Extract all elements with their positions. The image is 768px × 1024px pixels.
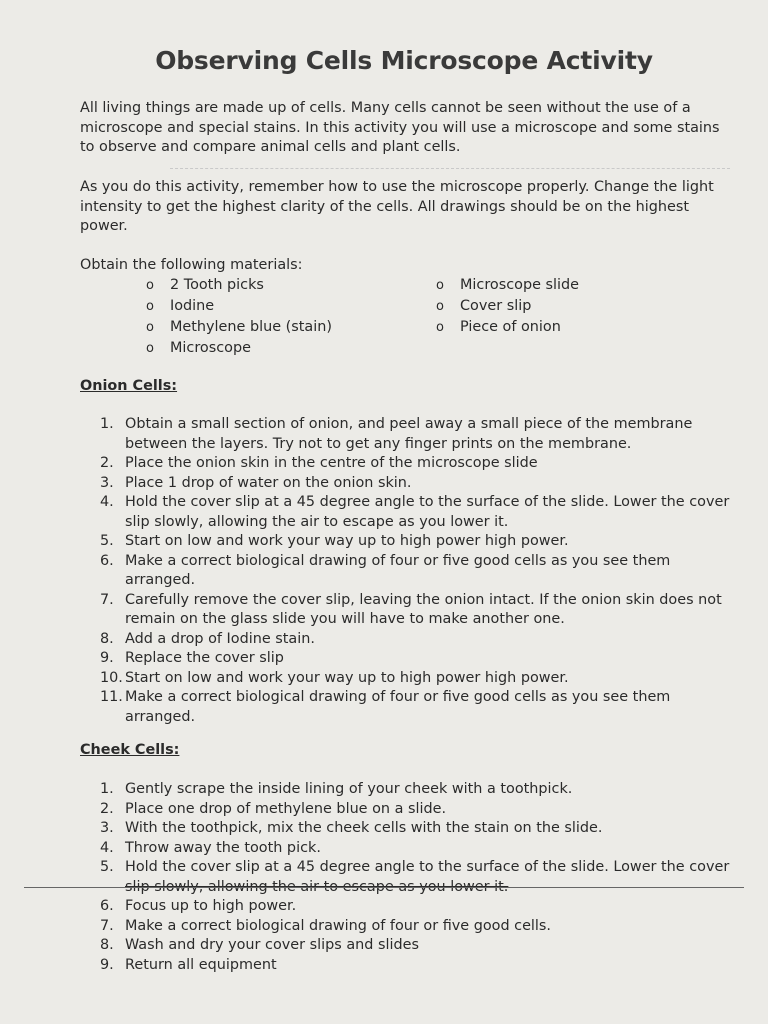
step-text: Place the onion skin in the centre of the microscope slide xyxy=(125,455,538,471)
step-number: 7. xyxy=(100,591,114,608)
step-item xyxy=(100,917,729,937)
step-item xyxy=(100,819,729,839)
reminder-paragraph: As you do this activity, remember how to use the microscope properly. Change the light intensity to get the highest clarity of the cells. All drawings should be on the highest power. xyxy=(80,179,714,234)
material-item: o Iodine xyxy=(146,298,215,314)
scan-rule-line xyxy=(24,887,744,888)
step-item xyxy=(100,800,729,820)
step-item xyxy=(100,493,729,532)
material-item: o Microscope xyxy=(146,340,251,356)
step-text: Start on low and work your way up to high power high power. xyxy=(125,533,569,549)
step-number: 9. xyxy=(100,650,114,666)
step-number: 7. xyxy=(100,917,114,934)
step-number: 6. xyxy=(100,552,114,569)
step-item xyxy=(100,858,729,897)
step-number: 8. xyxy=(100,630,114,647)
step-text: Hold the cover slip at a 45 degree angle to the surface of the slide. Lower the cover slip slowly, allowing the air to escape as you lower it. xyxy=(125,494,730,530)
step-item xyxy=(100,839,729,859)
step-text: Gently scrape the inside lining of your cheek with a toothpick. xyxy=(125,781,573,797)
step-item xyxy=(100,454,729,474)
step-number: 5. xyxy=(100,533,114,549)
step-text: Place one drop of methylene blue on a slide. xyxy=(125,800,447,817)
step-text: Obtain a small section of onion, and peel away a small piece of the membrane between the layers. Try not to get any finger prints on the membrane. xyxy=(125,416,693,452)
step-text: Place 1 drop of water on the onion skin. xyxy=(125,474,412,491)
step-number: 2. xyxy=(100,800,114,817)
step-number: 1. xyxy=(100,781,114,797)
step-number: 4. xyxy=(100,839,114,856)
step-text: Return all equipment xyxy=(125,956,277,973)
step-number: 9. xyxy=(100,956,114,973)
step-number: 3. xyxy=(100,820,114,836)
step-text: Add a drop of Iodine stain. xyxy=(125,630,315,647)
materials-list-right xyxy=(436,275,579,338)
step-text: Throw away the tooth pick. xyxy=(125,839,321,856)
cheek-cells-heading: Cheek Cells: xyxy=(80,742,180,758)
onion-cells-heading: Onion Cells: xyxy=(80,378,178,394)
step-item xyxy=(100,474,729,494)
materials-list-left xyxy=(146,275,332,359)
material-item: o Microscope slide xyxy=(436,277,579,293)
step-number: 4. xyxy=(100,494,114,510)
step-item xyxy=(100,532,729,552)
intro-paragraph: All living things are made up of cells. Many cells cannot be seen without the use of a microscope and special stains. In this activity you will use a microscope and some stains to observe and compare animal cells and plant cells. xyxy=(80,100,720,155)
step-item xyxy=(100,956,729,976)
step-number: 6. xyxy=(100,898,114,914)
step-text: Make a correct biological drawing of four or five good cells as you see them arranged. xyxy=(125,689,671,725)
step-text: With the toothpick, mix the cheek cells with the stain on the slide. xyxy=(125,820,603,836)
step-item xyxy=(100,415,729,454)
step-text: Hold the cover slip at a 45 degree angle to the surface of the slide. Lower the cover slip slowly, allowing the air to escape as you lower it. xyxy=(125,859,730,895)
step-number: 5. xyxy=(100,859,114,875)
materials-heading: Obtain the following materials: xyxy=(80,257,303,273)
step-number: 3. xyxy=(100,474,114,491)
step-number: 1. xyxy=(100,416,114,432)
step-item xyxy=(100,649,729,669)
step-text: Replace the cover slip xyxy=(125,650,284,666)
step-number: 11. xyxy=(100,689,123,705)
step-item xyxy=(100,780,729,800)
material-item: o 2 Tooth picks xyxy=(146,277,264,293)
page-title: Observing Cells Microscope Activity xyxy=(155,46,653,75)
step-text: Wash and dry your cover slips and slides xyxy=(125,937,419,953)
step-item xyxy=(100,688,729,727)
step-number: 8. xyxy=(100,937,114,953)
step-text: Make a correct biological drawing of four or five good cells. xyxy=(125,917,551,934)
step-number: 2. xyxy=(100,455,114,471)
step-item xyxy=(100,669,729,689)
step-text: Start on low and work your way up to high power high power. xyxy=(125,669,569,686)
step-text: Carefully remove the cover slip, leaving the onion intact. If the onion skin does not remain on the glass slide you will have to make another one. xyxy=(125,591,722,627)
cheek-steps-list xyxy=(100,780,729,975)
material-item: o Cover slip xyxy=(436,298,532,314)
step-text: Focus up to high power. xyxy=(125,898,297,914)
step-item xyxy=(100,936,729,956)
onion-steps-list xyxy=(100,415,729,727)
step-text: Make a correct biological drawing of four or five good cells as you see them arranged. xyxy=(125,552,671,588)
step-item xyxy=(100,591,729,630)
faint-scan-line xyxy=(170,168,730,169)
material-item: o Piece of onion xyxy=(436,319,561,335)
step-item xyxy=(100,897,729,917)
step-item xyxy=(100,552,729,591)
step-item xyxy=(100,630,729,650)
material-item: o Methylene blue (stain) xyxy=(146,319,332,335)
step-number: 10. xyxy=(100,669,123,686)
